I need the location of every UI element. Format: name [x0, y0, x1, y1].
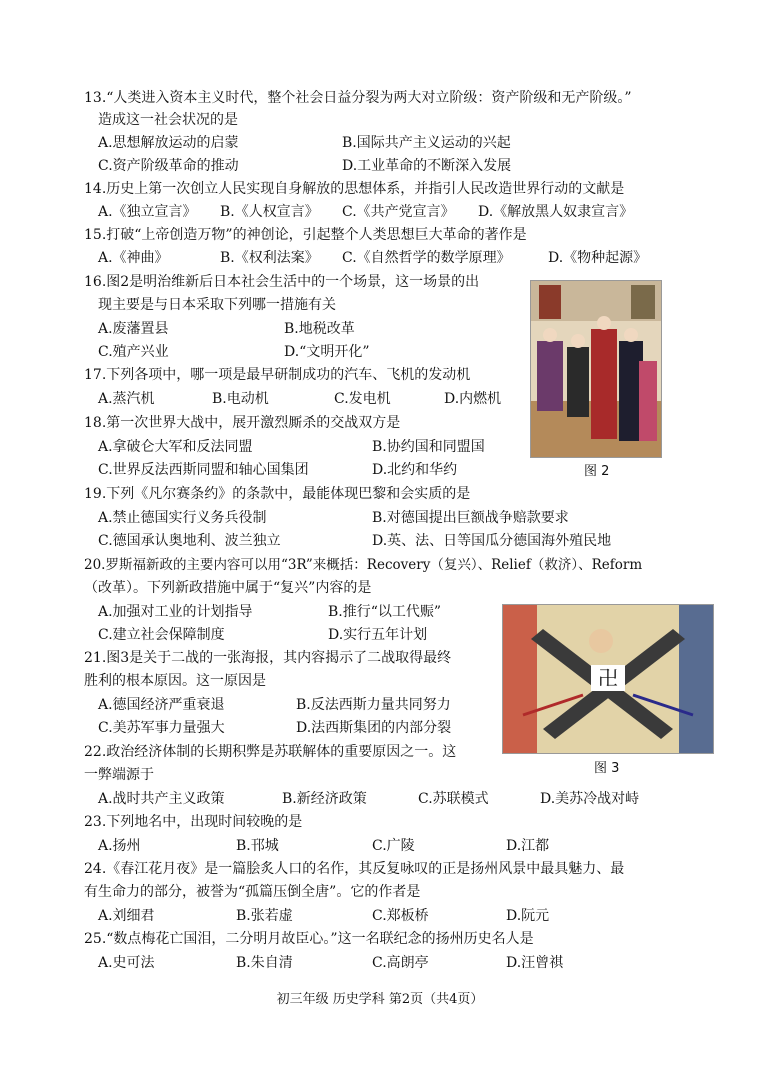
q24-stem-cont: 有生命力的部分，被誉为“孤篇压倒全唐”。它的作者是 [84, 884, 421, 900]
q25-stem: 25.“数点梅花亡国泪，二分明月故臣心。”这一名联纪念的扬州历史名人是 [84, 931, 534, 947]
q15-option-d: D.《物种起源》 [548, 250, 648, 266]
q21-option-a: A.德国经济严重衰退 [98, 697, 225, 713]
q14-option-d: D.《解放黑人奴隶宣言》 [478, 204, 634, 220]
q20-option-c: C.建立社会保障制度 [98, 627, 225, 643]
q17-option-a: A.蒸汽机 [98, 391, 155, 407]
q20-stem: 20.罗斯福新政的主要内容可以用“3R”来概括：Recovery（复兴）、Relief（救济）、Reform [84, 557, 643, 573]
q24-option-d: D.阮元 [506, 908, 550, 924]
q19-option-d: D.英、法、日等国瓜分德国海外殖民地 [372, 533, 612, 549]
q23-stem: 23.下列地名中，出现时间较晚的是 [84, 814, 303, 830]
figure-3-poster [502, 604, 714, 754]
q15-stem: 15.打破“上帝创造万物”的神创论，引起整个人类思想巨大革命的著作是 [84, 227, 527, 243]
q14-option-b: B.《人权宣言》 [220, 204, 319, 220]
figure-3-drawing [503, 605, 713, 753]
q17-option-c: C.发电机 [334, 391, 391, 407]
q19-option-b: B.对德国提出巨额战争赔款要求 [372, 510, 569, 526]
q16-option-c: C.殖产兴业 [98, 344, 169, 360]
q23-option-a: A.扬州 [98, 838, 141, 854]
q14-stem: 14.历史上第一次创立人民实现自身解放的思想体系，并指引人民改造世界行动的文献是 [84, 181, 625, 197]
q16-stem-cont: 现主要是与日本采取下列哪一措施有关 [98, 297, 336, 313]
q22-option-b: B.新经济政策 [282, 791, 367, 807]
q16-stem: 16.图2是明治维新后日本社会生活中的一个场景，这一场景的出 [84, 274, 480, 290]
q17-option-d: D.内燃机 [444, 391, 502, 407]
q22-option-a: A.战时共产主义政策 [98, 791, 225, 807]
figure-2-drawing [531, 281, 661, 457]
q20-stem-cont: （改革）。下列新政措施中属于“复兴”内容的是 [84, 580, 372, 596]
q22-option-d: D.美苏冷战对峙 [540, 791, 640, 807]
q23-option-d: D.江都 [506, 838, 550, 854]
q13-option-c: C.资产阶级革命的推动 [98, 158, 239, 174]
figure-2-illustration [530, 280, 662, 458]
q21-option-d: D.法西斯集团的内部分裂 [296, 720, 452, 736]
q20-option-d: D.实行五年计划 [328, 627, 428, 643]
q22-stem: 22.政治经济体制的长期积弊是苏联解体的重要原因之一。这 [84, 744, 457, 760]
q22-stem-cont: 一弊端源于 [84, 767, 154, 783]
q19-option-a: A.禁止德国实行义务兵役制 [98, 510, 267, 526]
q18-stem: 18.第一次世界大战中，展开激烈厮杀的交战双方是 [84, 415, 401, 431]
q25-option-b: B.朱自清 [236, 955, 293, 971]
q21-option-b: B.反法西斯力量共同努力 [296, 697, 451, 713]
q13-option-d: D.工业革命的不断深入发展 [342, 158, 512, 174]
q20-option-a: A.加强对工业的计划指导 [98, 604, 253, 620]
q16-option-b: B.地税改革 [284, 321, 355, 337]
q24-option-b: B.张若虚 [236, 908, 293, 924]
q14-option-c: C.《共产党宣言》 [342, 204, 455, 220]
q21-stem-cont: 胜利的根本原因。这一原因是 [84, 673, 266, 689]
q18-option-a: A.拿破仑大军和反法同盟 [98, 439, 253, 455]
q21-stem: 21.图3是关于二战的一张海报，其内容揭示了二战取得最终 [84, 650, 452, 666]
svg-text:卍: 卍 [598, 666, 618, 690]
q25-option-d: D.汪曾祺 [506, 955, 564, 971]
q20-option-b: B.推行“以工代赈” [328, 604, 442, 620]
figure-2-caption: 图 2 [584, 464, 610, 479]
q24-option-a: A.刘细君 [98, 908, 155, 924]
q17-stem: 17.下列各项中，哪一项是最早研制成功的汽车、飞机的发动机 [84, 367, 471, 383]
q21-option-c: C.美苏军事力量强大 [98, 720, 225, 736]
q24-option-c: C.郑板桥 [372, 908, 429, 924]
q18-option-b: B.协约国和同盟国 [372, 439, 485, 455]
q13-option-b: B.国际共产主义运动的兴起 [342, 135, 511, 151]
q13-option-a: A.思想解放运动的启蒙 [98, 135, 239, 151]
q18-option-c: C.世界反法西斯同盟和轴心国集团 [98, 462, 309, 478]
q13-stem-cont: 造成这一社会状况的是 [98, 112, 238, 128]
q25-option-a: A.史可法 [98, 955, 155, 971]
q23-option-b: B.邗城 [236, 838, 279, 854]
q16-option-a: A.废藩置县 [98, 321, 169, 337]
q24-stem: 24.《春江花月夜》是一篇脍炙人口的名作，其反复咏叹的正是扬州风景中最具魅力、最 [84, 861, 625, 877]
q18-option-d: D.北约和华约 [372, 462, 458, 478]
q15-option-c: C.《自然哲学的数学原理》 [342, 250, 511, 266]
q15-option-a: A.《神曲》 [98, 250, 169, 266]
q19-option-c: C.德国承认奥地利、波兰独立 [98, 533, 281, 549]
q16-option-d: D.“文明开化” [284, 344, 370, 360]
figure-3-caption: 图 3 [594, 761, 620, 776]
q15-option-b: B.《权利法案》 [220, 250, 319, 266]
q13-stem: 13.“人类进入资本主义时代，整个社会日益分裂为两大对立阶级：资产阶级和无产阶级。” [84, 90, 632, 106]
q19-stem: 19.下列《凡尔赛条约》的条款中，最能体现巴黎和会实质的是 [84, 486, 471, 502]
q17-option-b: B.电动机 [212, 391, 269, 407]
q22-option-c: C.苏联模式 [418, 791, 489, 807]
q25-option-c: C.高朗亭 [372, 955, 429, 971]
q14-option-a: A.《独立宣言》 [98, 204, 197, 220]
page-footer: 初三年级 历史学科 第2页（共4页） [276, 992, 484, 1007]
q23-option-c: C.广陵 [372, 838, 415, 854]
